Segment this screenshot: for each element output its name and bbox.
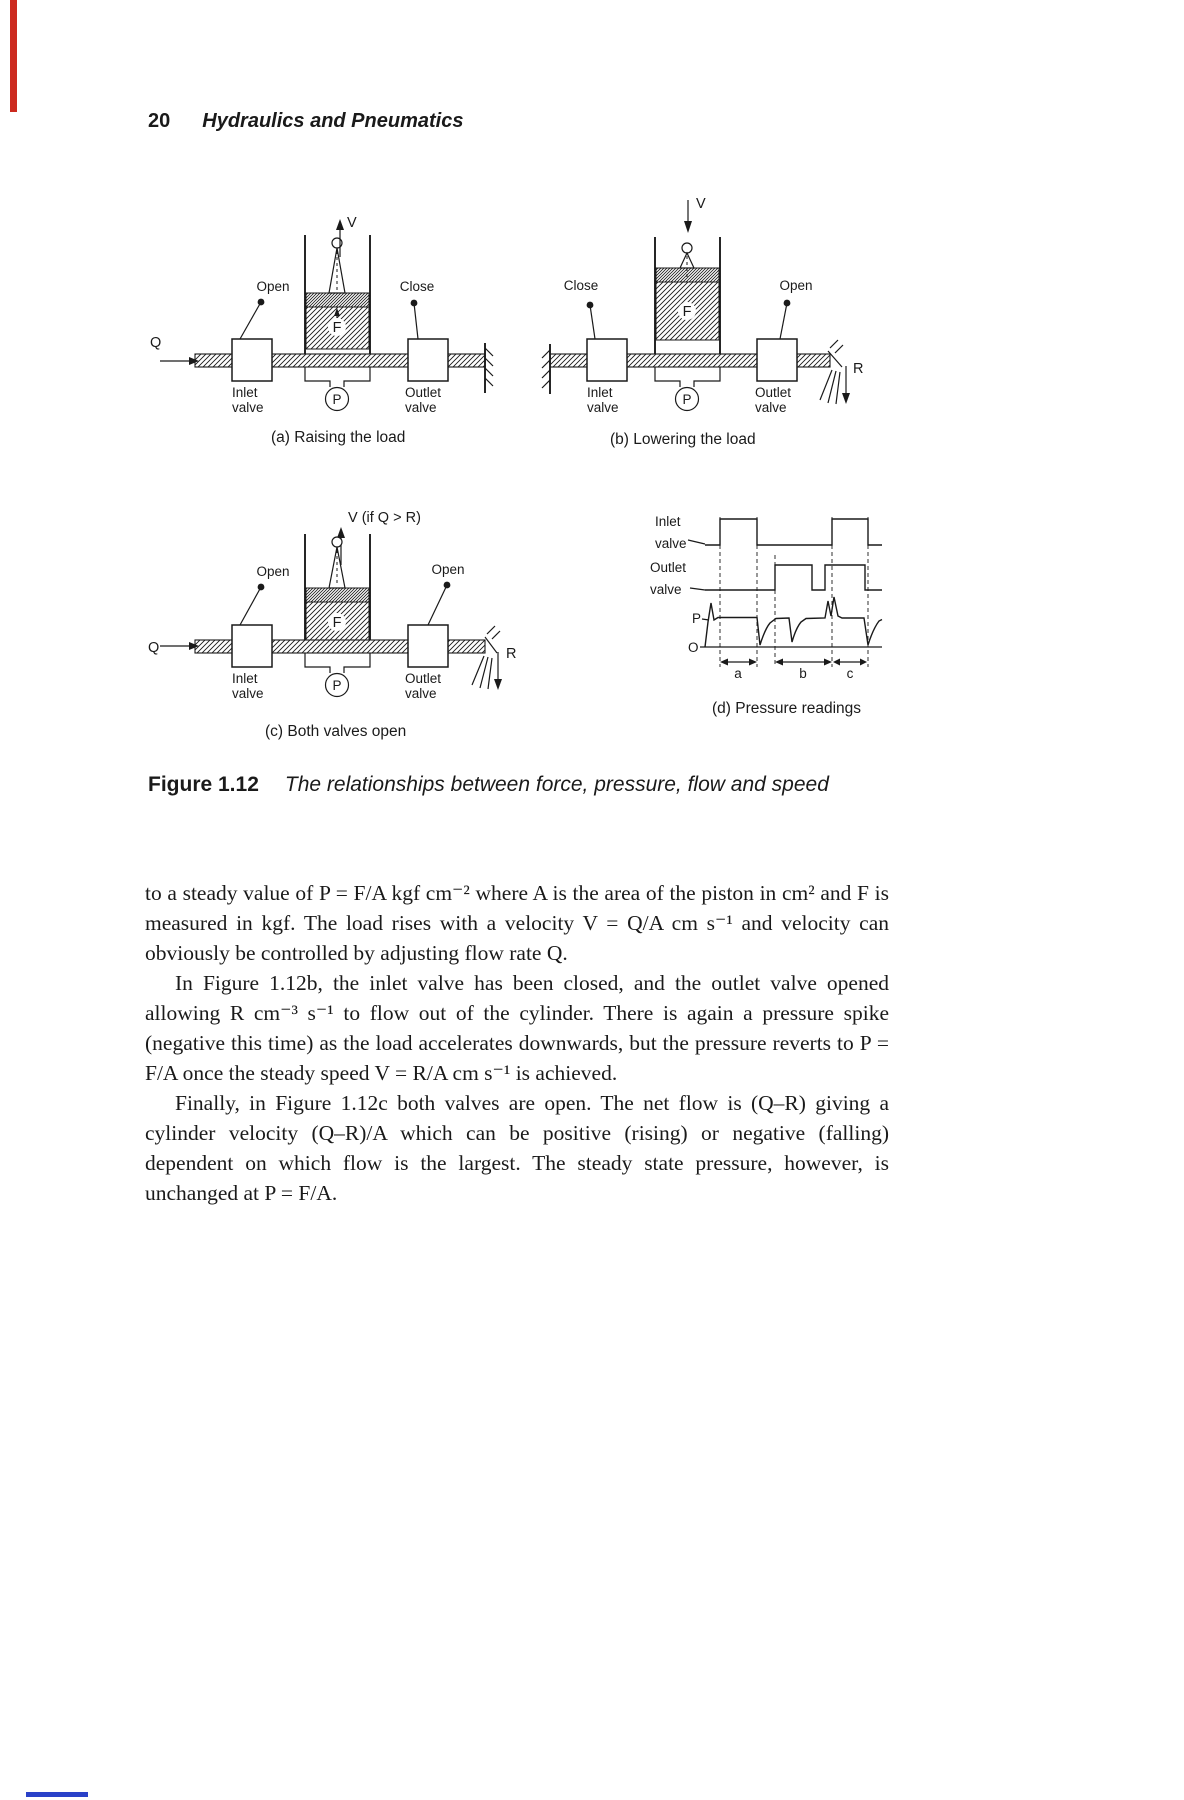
inlet-valve-handle [587,302,595,339]
interval-c-label: c [846,666,854,681]
interval-b-arrow [775,659,832,666]
figure-caption [148,770,896,800]
diagram-c [140,470,570,760]
inlet-valve-state: Close [563,278,599,293]
inlet-valve-box [587,339,627,381]
diagram-a [140,185,540,455]
figure-caption-text: The relationships between force, pressure, flow and speed [284,773,829,796]
inlet-valve-label-1: Inlet [232,671,258,686]
outlet-valve-label-2: valve [405,686,437,701]
velocity-label: V [347,215,357,231]
inlet-valve-state: Open [256,279,290,294]
outlet-valve-handle [780,300,790,339]
outlet-valve-state: Close [399,279,435,294]
outflow-spray [472,626,502,690]
pressure-gauge-label: P [332,678,342,693]
rod-top-circle [682,243,692,253]
velocity-arrow-down [684,200,692,233]
outlet-valve-label-2: valve [405,400,437,415]
outlet-valve-label-1: Outlet [405,385,442,400]
flow-q-label: Q [150,335,162,351]
pressure-trace [705,597,882,647]
inlet-valve-handle [240,584,264,625]
outflow-spray [820,340,850,404]
flow-q-arrow [160,642,199,650]
pipe-end-wall [542,344,550,394]
force-label: F [682,304,692,320]
outlet-label-tick [690,588,705,590]
diagram-a-caption: (a) Raising the load [271,429,406,446]
diagram-c-caption: (c) Both valves open [265,723,407,740]
outlet-trace-label-1: Outlet [650,560,687,575]
outlet-valve-state: Open [431,562,465,577]
outlet-valve-label-1: Outlet [405,671,442,686]
force-label: F [332,320,342,336]
figure-caption-label: Figure 1.12 [148,773,259,796]
inlet-valve-box [232,625,272,667]
outlet-valve-state: Open [779,278,813,293]
outlet-valve-label-1: Outlet [755,385,792,400]
interval-a-label: a [734,666,742,681]
outlet-valve-label-2: valve [755,400,787,415]
inlet-valve-label-1: Inlet [232,385,258,400]
interval-b-label: b [799,666,807,681]
flow-r-label: R [853,361,864,377]
zero-level-label: O [688,640,699,655]
inlet-valve-label-2: valve [232,686,264,701]
pressure-gauge-label: P [332,392,342,407]
inlet-valve-label-2: valve [587,400,619,415]
interval-a-arrow [720,659,757,666]
outlet-trace-label-2: valve [650,582,682,597]
diagram-d [630,495,940,725]
velocity-label: V [696,196,706,212]
inlet-valve-state: Open [256,564,290,579]
flow-q-arrow [160,357,199,365]
flow-q-label: Q [148,640,160,656]
inlet-valve-box [232,339,272,381]
body-text [145,878,889,1208]
paragraph-1: to a steady value of P = F/A kgf cm⁻² where A is the area of the piston in cm² and F is measured in kgf. The load rises with a velocity V = Q/A cm s⁻¹ and velocity can obviously be controlled by adjusting flow rate Q. [145,881,889,965]
inlet-valve-label-2: valve [232,400,264,415]
inlet-label-tick [688,540,705,544]
velocity-label: V (if Q > R) [348,510,421,526]
piston-rod [680,253,694,268]
rod-top-circle [332,537,342,547]
page-number: 20 [148,110,171,132]
outlet-valve-trace [705,565,882,590]
inlet-trace-label-1: Inlet [655,514,681,529]
inlet-valve-trace [705,519,882,545]
interval-c-arrow [833,659,867,666]
inlet-valve-label-1: Inlet [587,385,613,400]
outlet-valve-handle [411,300,418,339]
scan-artifact-red [10,0,17,112]
force-label: F [332,615,342,631]
pressure-level-label: P [692,611,702,626]
outlet-valve-box [757,339,797,381]
flow-r-label: R [506,646,517,662]
outlet-valve-handle [428,582,450,625]
running-title: Hydraulics and Pneumatics [202,110,464,132]
outlet-valve-box [408,339,448,381]
outlet-valve-box [408,625,448,667]
diagram-d-caption: (d) Pressure readings [712,700,862,717]
inlet-valve-handle [240,299,264,339]
paragraph-3: Finally, in Figure 1.12c both valves are open. The net flow is (Q–R) giving a cylinder velocity (Q–R)/A which can be positive (rising) or negative (falling) dependent on which flow is the largest. The steady state pressure, however, is unchanged at P = F/A. [145,1091,889,1205]
pressure-gauge-label: P [682,392,692,407]
running-head [148,110,463,133]
diagram-b-caption: (b) Lowering the load [610,431,756,448]
paragraph-2: In Figure 1.12b, the inlet valve has been closed, and the outlet valve opened allowing R cm⁻³ s⁻¹ to flow out of the cylinder. There is again a pressure spike (negative this time) as the load accelerates downwards, but the pressure reverts to P = F/A once the steady speed V = R/A cm s⁻¹ is achieved. [145,971,889,1085]
inlet-trace-label-2: valve [655,536,687,551]
diagram-b [490,160,940,460]
scan-artifact-blue [26,1792,88,1797]
